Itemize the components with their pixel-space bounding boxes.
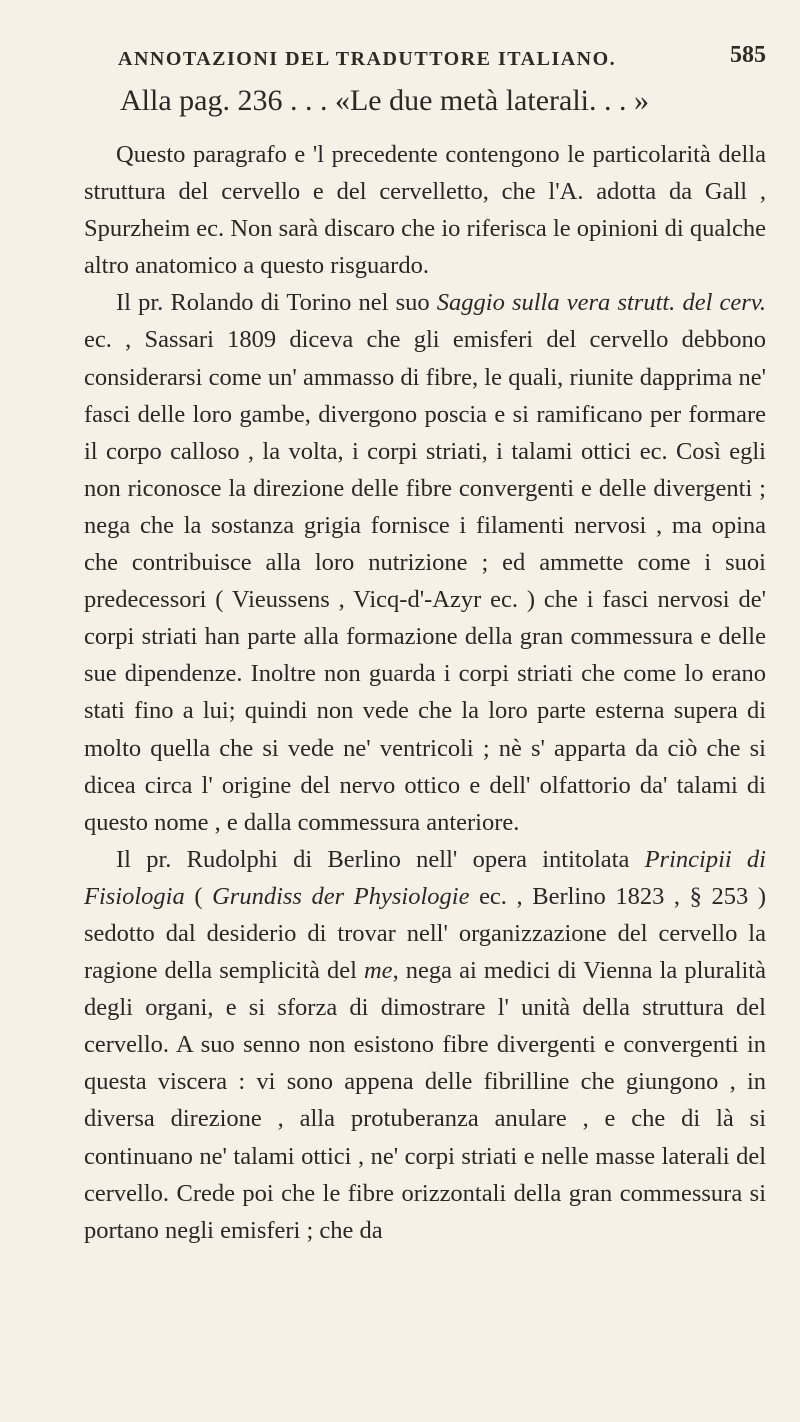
paragraph-text: ec. , Sassari 1809 diceva che gli emisferi del cervello debbono considerarsi come un' ammasso di fibre, le quali, riunite dapprima ne' fasci delle loro gambe, divergono poscia e si ramificano per formare il corpo calloso , la volta, i corpi striati, i talami ottici ec. Così egli non riconosce la direzione delle fibre convergenti e delle divergenti ; nega che la sostanza grigia fornisce i filamenti nervosi , ma opina che contribuisce alla loro nutrizione ; ed ammette come i suoi predecessori ( Vieussens , Vicq-d'-Azyr ec. ) che i fasci nervosi de' corpi striati han parte alla formazione della gran commessura e delle sue dipendenze. Inoltre non guarda i corpi striati che come lo erano stati fino a lui; quindi non vede che la loro parte esterna supera di molto quella che si vede ne' ventricoli ; nè s' apparta da ciò che si dicea circa l' origine del nervo ottico e dell' olfattorio da' talami di questo nome , e dalla commessura anteriore. [84,326,766,836]
book-title-italic: Principii di Fisiologia [84,845,766,910]
book-title-italic: Grundiss der Physiologie [212,882,470,910]
paragraph-gall-spurzheim [84,136,766,284]
running-head [0,22,800,70]
paragraph-text: Questo paragrafo e 'l precedente contengono le particolarità della struttura del cervello e del cervelletto, che l'A. adotta da Gall , Spurzheim ec. Non sarà discaro che io riferisca le opinioni di qualche altro anatomico a questo risguardo. [84,141,766,280]
page-reference-line: Alla pag. 236 . . . «Le due metà laterali. . . » [120,84,649,117]
paragraph-text: Il pr. Rudolphi di Berlino nell' opera intitolata [116,845,645,873]
italic-term: me [363,957,393,985]
book-title-italic: Saggio sulla vera strutt. del cerv. [436,289,766,317]
paragraph-text: ( [184,882,213,910]
running-head-title: ANNOTAZIONI DEL TRADUTTORE ITALIANO. [118,48,617,70]
paragraph-rudolphi [84,841,766,1249]
paragraph-rolando [84,284,766,840]
paragraph-text: Il pr. Rolando di Torino nel suo [116,289,437,317]
paragraph-text: , nega ai medici di Vienna la pluralità degli organi, e si sforza di dimostrare l' unità della struttura del cervello. A suo senno non esistono fibre divergenti e convergenti in questa viscera : vi sono appena delle fibrilline che giungono , in diversa direzione , alla protuberanza anulare , e che di là si continuano ne' talami ottici , ne' corpi striati e nelle masse laterali del cervello. Crede poi che le fibre orizzontali della gran commessura si portano negli emisferi ; che da [84,957,766,1244]
paragraph-text: ec. , Berlino 1823 , § 253 ) sedotto dal desiderio di trovar nell' organizzazione del cervello la ragione della semplicità del [84,882,766,985]
page-number: 585 [730,42,766,68]
annotation-body [84,136,766,1249]
